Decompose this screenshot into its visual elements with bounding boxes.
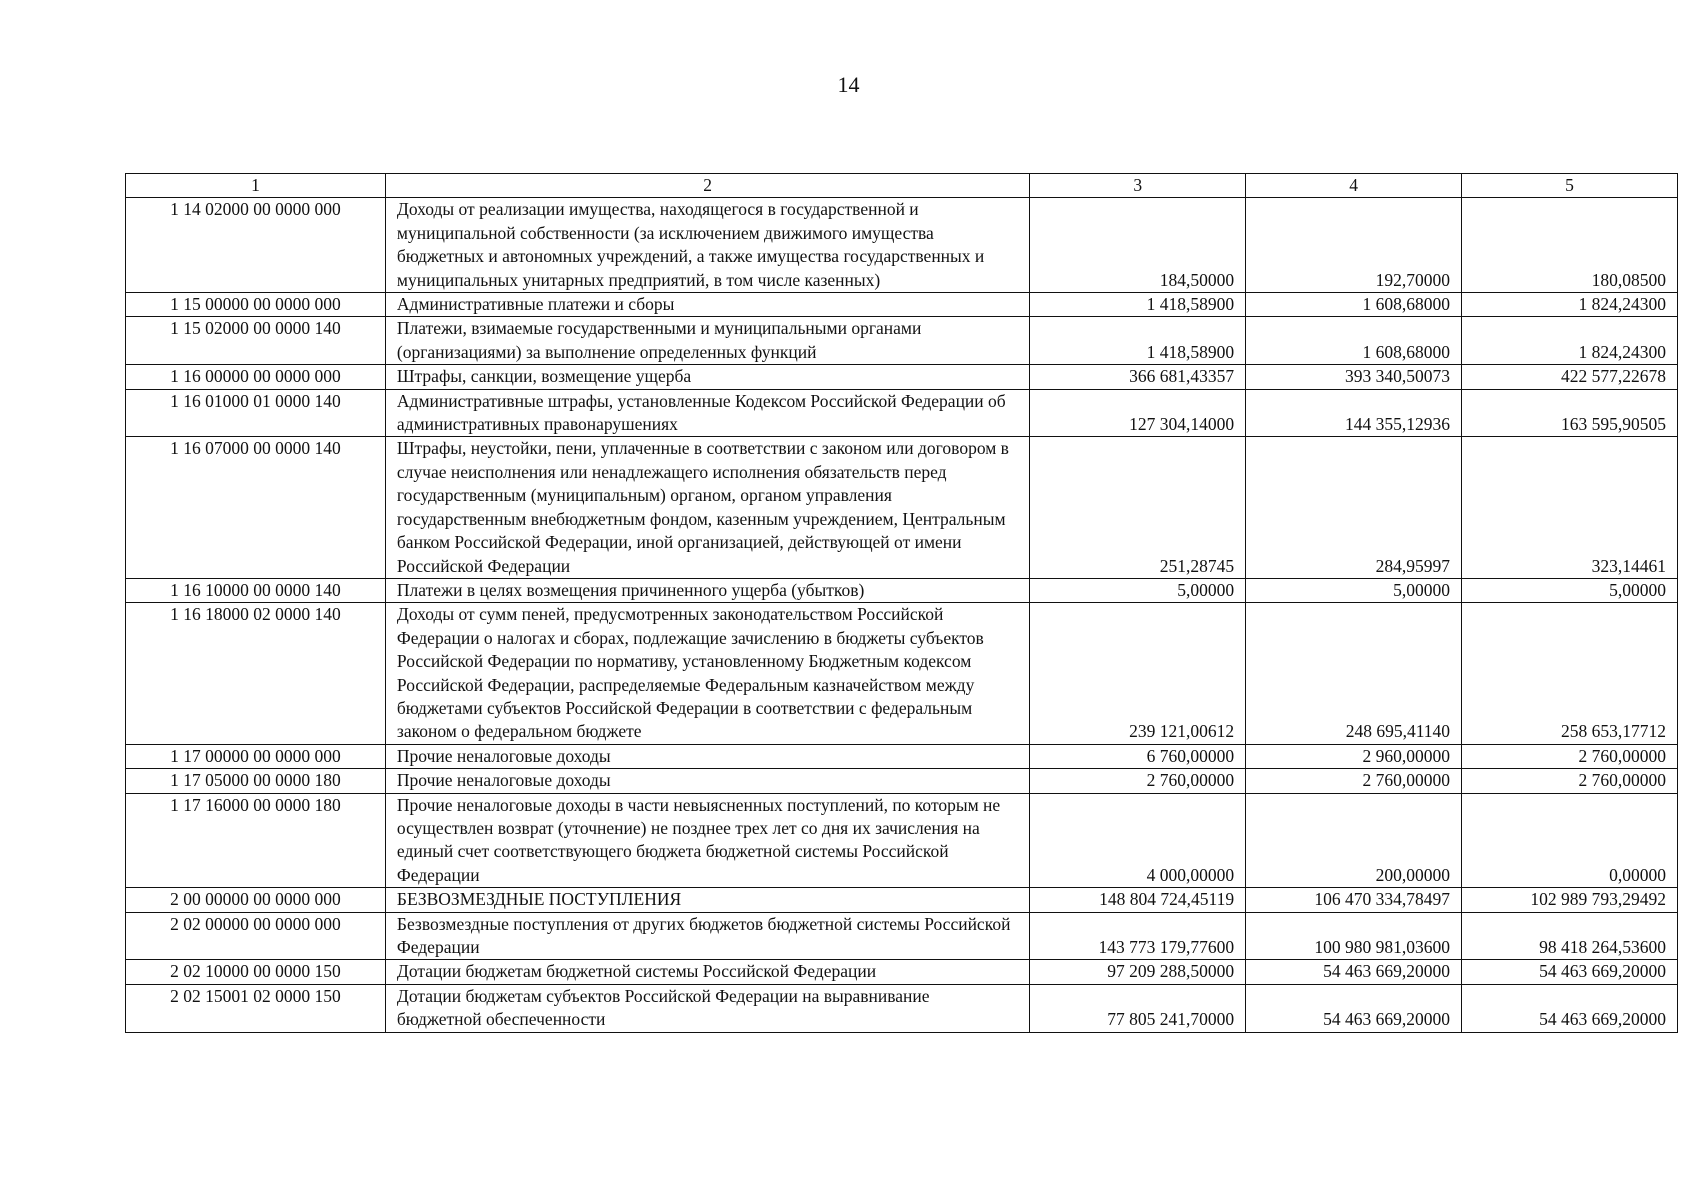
budget-code-cell: 1 16 07000 00 0000 140 [126,437,386,578]
table-row [126,578,1678,602]
revenue-name-cell: Штрафы, санкции, возмещение ущерба [385,365,1029,389]
revenue-name-cell: Административные платежи и сборы [385,293,1029,317]
header-col-3: 3 [1030,174,1246,198]
budget-code-cell: 1 17 00000 00 0000 000 [126,744,386,768]
header-row [126,174,1678,198]
budget-code-cell: 1 16 10000 00 0000 140 [126,578,386,602]
amount-col-4-cell: 192,70000 [1246,198,1462,293]
amount-col-4-cell: 100 980 981,03600 [1246,912,1462,960]
amount-col-3-cell: 97 209 288,50000 [1030,960,1246,984]
amount-col-5-cell: 2 760,00000 [1462,744,1678,768]
budget-code-cell: 1 14 02000 00 0000 000 [126,198,386,293]
table-row [126,389,1678,437]
amount-col-4-cell: 54 463 669,20000 [1246,960,1462,984]
table-row [126,317,1678,365]
table-header [126,174,1678,198]
table-body [126,198,1678,1032]
amount-col-5-cell: 0,00000 [1462,793,1678,888]
amount-col-3-cell: 251,28745 [1030,437,1246,578]
amount-col-4-cell: 54 463 669,20000 [1246,984,1462,1032]
amount-col-3-cell: 4 000,00000 [1030,793,1246,888]
amount-col-3-cell: 1 418,58900 [1030,293,1246,317]
amount-col-4-cell: 248 695,41140 [1246,603,1462,744]
revenue-name-cell: Дотации бюджетам субъектов Российской Федерации на выравнивание бюджетной обеспеченности [385,984,1029,1032]
revenue-name-cell: Доходы от реализации имущества, находящегося в государственной и муниципальной собственности (за исключением движимого имущества бюджетных и автономных учреждений, а также имущества государственных и муниципальных унитарных предприятий, в том числе казенных) [385,198,1029,293]
budget-code-cell: 1 15 00000 00 0000 000 [126,293,386,317]
amount-col-5-cell: 258 653,17712 [1462,603,1678,744]
amount-col-5-cell: 98 418 264,53600 [1462,912,1678,960]
budget-code-cell: 2 02 00000 00 0000 000 [126,912,386,960]
amount-col-4-cell: 1 608,68000 [1246,293,1462,317]
budget-code-cell: 1 17 16000 00 0000 180 [126,793,386,888]
amount-col-4-cell: 284,95997 [1246,437,1462,578]
budget-code-cell: 2 00 00000 00 0000 000 [126,888,386,912]
amount-col-3-cell: 127 304,14000 [1030,389,1246,437]
amount-col-3-cell: 77 805 241,70000 [1030,984,1246,1032]
header-col-1: 1 [126,174,386,198]
revenue-name-cell: Платежи, взимаемые государственными и муниципальными органами (организациями) за выполнение определенных функций [385,317,1029,365]
table-row [126,793,1678,888]
table-row [126,984,1678,1032]
amount-col-5-cell: 422 577,22678 [1462,365,1678,389]
revenue-name-cell: Прочие неналоговые доходы [385,769,1029,793]
amount-col-4-cell: 393 340,50073 [1246,365,1462,389]
amount-col-4-cell: 5,00000 [1246,578,1462,602]
table-row [126,198,1678,293]
revenue-name-cell: Административные штрафы, установленные Кодексом Российской Федерации об административных правонарушениях [385,389,1029,437]
budget-code-cell: 1 15 02000 00 0000 140 [126,317,386,365]
budget-code-cell: 2 02 10000 00 0000 150 [126,960,386,984]
revenue-name-cell: Доходы от сумм пеней, предусмотренных законодательством Российской Федерации о налогах и сборах, подлежащие зачислению в бюджеты субъектов Российской Федерации по нормативу, установленному Бюджетным кодексом Российской Федерации, распределяемые Федеральным казначейством между бюджетами субъектов Российской Федерации в соответствии с федеральным законом о федеральном бюджете [385,603,1029,744]
amount-col-5-cell: 102 989 793,29492 [1462,888,1678,912]
table-row [126,365,1678,389]
revenue-name-cell: Прочие неналоговые доходы [385,744,1029,768]
amount-col-3-cell: 2 760,00000 [1030,769,1246,793]
table-row [126,960,1678,984]
table-row [126,769,1678,793]
amount-col-5-cell: 1 824,24300 [1462,317,1678,365]
budget-revenue-table [125,173,1678,1033]
amount-col-5-cell: 323,14461 [1462,437,1678,578]
budget-code-cell: 1 16 18000 02 0000 140 [126,603,386,744]
table-row [126,603,1678,744]
amount-col-3-cell: 184,50000 [1030,198,1246,293]
table-row [126,888,1678,912]
revenue-name-cell: БЕЗВОЗМЕЗДНЫЕ ПОСТУПЛЕНИЯ [385,888,1029,912]
header-col-5: 5 [1462,174,1678,198]
budget-code-cell: 2 02 15001 02 0000 150 [126,984,386,1032]
amount-col-4-cell: 2 760,00000 [1246,769,1462,793]
budget-code-cell: 1 16 01000 01 0000 140 [126,389,386,437]
amount-col-4-cell: 144 355,12936 [1246,389,1462,437]
amount-col-3-cell: 6 760,00000 [1030,744,1246,768]
table-row [126,744,1678,768]
amount-col-3-cell: 239 121,00612 [1030,603,1246,744]
amount-col-4-cell: 106 470 334,78497 [1246,888,1462,912]
amount-col-5-cell: 180,08500 [1462,198,1678,293]
table-row [126,437,1678,578]
amount-col-3-cell: 366 681,43357 [1030,365,1246,389]
amount-col-5-cell: 163 595,90505 [1462,389,1678,437]
amount-col-4-cell: 1 608,68000 [1246,317,1462,365]
amount-col-4-cell: 200,00000 [1246,793,1462,888]
revenue-name-cell: Платежи в целях возмещения причиненного ущерба (убытков) [385,578,1029,602]
amount-col-5-cell: 54 463 669,20000 [1462,960,1678,984]
amount-col-5-cell: 2 760,00000 [1462,769,1678,793]
revenue-name-cell: Безвозмездные поступления от других бюджетов бюджетной системы Российской Федерации [385,912,1029,960]
page-number: 14 [837,72,860,97]
amount-col-3-cell: 1 418,58900 [1030,317,1246,365]
amount-col-3-cell: 148 804 724,45119 [1030,888,1246,912]
amount-col-3-cell: 5,00000 [1030,578,1246,602]
table-row [126,293,1678,317]
budget-code-cell: 1 16 00000 00 0000 000 [126,365,386,389]
amount-col-3-cell: 143 773 179,77600 [1030,912,1246,960]
amount-col-5-cell: 54 463 669,20000 [1462,984,1678,1032]
revenue-name-cell: Штрафы, неустойки, пени, уплаченные в соответствии с законом или договором в случае неисполнения или ненадлежащего исполнения обязательств перед государственным (муниципальным) органом, органом управления государственным внебюджетным фондом, казенным учреждением, Центральным банком Российской Федерации, иной организацией, действующей от имени Российской Федерации [385,437,1029,578]
revenue-name-cell: Дотации бюджетам бюджетной системы Российской Федерации [385,960,1029,984]
revenue-name-cell: Прочие неналоговые доходы в части невыясненных поступлений, по которым не осуществлен возврат (уточнение) не позднее трех лет со дня их зачисления на единый счет соответствующего бюджета бюджетной системы Российской Федерации [385,793,1029,888]
header-col-4: 4 [1246,174,1462,198]
amount-col-5-cell: 5,00000 [1462,578,1678,602]
amount-col-5-cell: 1 824,24300 [1462,293,1678,317]
table-row [126,912,1678,960]
budget-code-cell: 1 17 05000 00 0000 180 [126,769,386,793]
amount-col-4-cell: 2 960,00000 [1246,744,1462,768]
header-col-2: 2 [385,174,1029,198]
